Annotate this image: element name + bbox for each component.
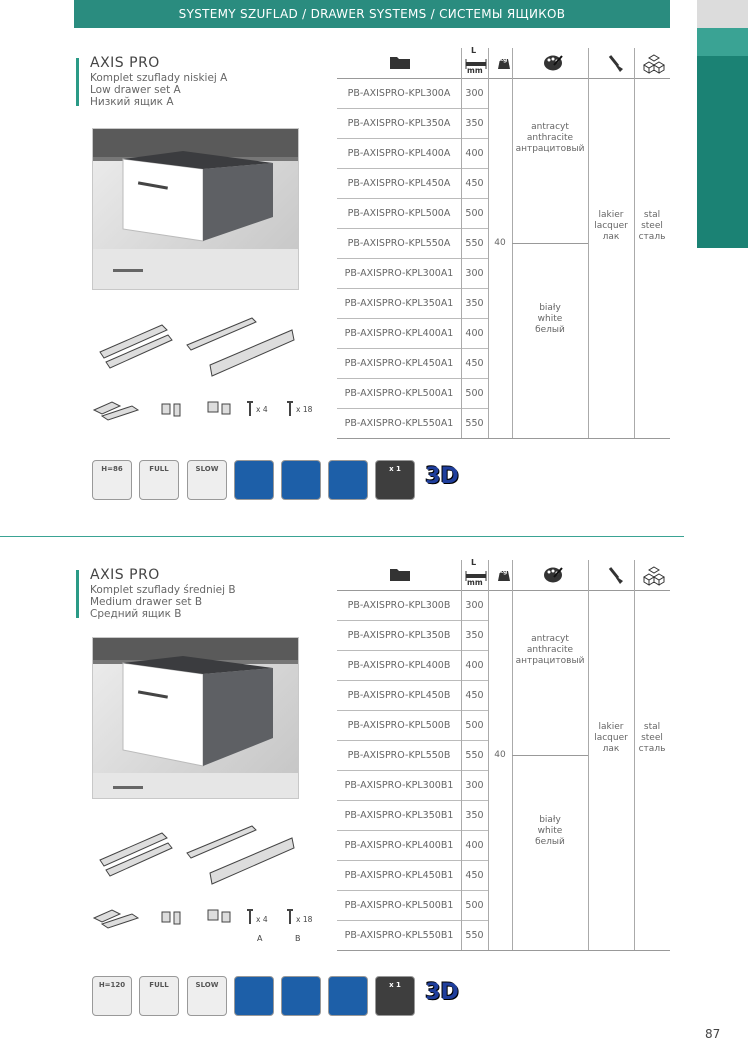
screw-count-a: x 4: [256, 405, 268, 414]
table-row: [337, 650, 488, 681]
product-subtitle-line: Komplet szuflady niskiej A: [90, 72, 228, 84]
brush-icon: [607, 566, 627, 590]
product-code: PB-AXISPRO-KPL500A: [347, 207, 451, 219]
product-length: 400: [465, 327, 484, 339]
product-code: PB-AXISPRO-KPL550B: [347, 749, 451, 761]
material-steel: [634, 210, 670, 243]
color-white-line: белый: [535, 325, 565, 335]
finish-lacquer-line: лак: [602, 744, 620, 754]
table-column-divider: [588, 560, 589, 950]
color-anthracite-line: anthracite: [526, 133, 574, 143]
page-number: 87: [705, 1027, 721, 1041]
brush-icon: [607, 54, 627, 78]
product-code: PB-AXISPRO-KPL550B1: [344, 929, 454, 941]
product-length: 400: [465, 659, 484, 671]
finish-lacquer-line: lacquer: [594, 221, 628, 231]
label-a: A: [257, 934, 263, 943]
table-row: [337, 348, 488, 379]
product-section-2: [0, 560, 748, 1060]
color-white-line: biały: [539, 815, 561, 825]
product-length: 300: [465, 87, 484, 99]
product-photo: [92, 637, 299, 799]
product-length: 300: [465, 779, 484, 791]
table-row: [337, 680, 488, 711]
table-row: [337, 108, 488, 139]
product-length: 550: [465, 237, 484, 249]
product-code: PB-AXISPRO-KPL300B: [347, 599, 451, 611]
product-code: PB-AXISPRO-KPL500B: [347, 719, 451, 731]
table-row: [337, 740, 488, 771]
product-code: PB-AXISPRO-KPL350A: [347, 117, 451, 129]
load-label: kg: [499, 56, 508, 63]
full-extension-icon-label: FULL: [149, 981, 169, 989]
full-extension-icon: [139, 460, 179, 500]
table-row: [337, 920, 488, 951]
3d-icon: [422, 460, 462, 500]
product-section-1: [0, 48, 748, 548]
height-icon-label: H=120: [98, 981, 126, 989]
full-extension-icon: [139, 976, 179, 1016]
table-column-divider: [634, 560, 635, 950]
drawer-top-icon: [328, 976, 368, 1016]
3d-icon-label: 3D: [425, 464, 459, 489]
side-tab-light: [697, 0, 748, 28]
screw-count-b: x 18: [296, 405, 313, 414]
product-length: 450: [465, 357, 484, 369]
product-code: PB-AXISPRO-KPL350B1: [344, 809, 454, 821]
product-length: 500: [465, 719, 484, 731]
table-row: [337, 318, 488, 349]
table-row: [337, 228, 488, 259]
color-anthracite: [512, 634, 588, 667]
product-code: PB-AXISPRO-KPL450A: [347, 177, 451, 189]
full-extension-icon-label: FULL: [149, 465, 169, 473]
material-steel-line: steel: [641, 221, 663, 231]
product-code: PB-AXISPRO-KPL400B1: [344, 839, 454, 851]
table-column-divider: [461, 48, 462, 438]
product-length: 550: [465, 417, 484, 429]
product-code: PB-AXISPRO-KPL450A1: [344, 357, 454, 369]
table-row: [337, 620, 488, 651]
table-row: [337, 78, 488, 109]
product-length: 450: [465, 177, 484, 189]
color-divider: [512, 243, 588, 244]
table-row: [337, 168, 488, 199]
product-code: PB-AXISPRO-KPL400B: [347, 659, 451, 671]
color-anthracite-line: антрацитовый: [515, 144, 585, 154]
color-white-line: белый: [535, 837, 565, 847]
table-row: [337, 890, 488, 921]
palette-icon: [543, 566, 563, 588]
parts-drawing: [92, 310, 297, 390]
color-white-line: biały: [539, 303, 561, 313]
title-accent-bar: [76, 58, 79, 106]
color-white-line: white: [537, 826, 563, 836]
finish-lacquer-line: lacquer: [594, 733, 628, 743]
soft-close-icon: [187, 460, 227, 500]
drawer-open-icon: [281, 976, 321, 1016]
soft-close-icon-label: SLOW: [195, 465, 219, 473]
load-value: 40: [494, 238, 506, 248]
product-length: 450: [465, 869, 484, 881]
3d-icon: [422, 976, 462, 1016]
package-icon: [375, 460, 415, 500]
parts-drawing: [92, 818, 297, 898]
load-label: kg: [499, 568, 508, 575]
table-row: [337, 770, 488, 801]
product-code: PB-AXISPRO-KPL400A1: [344, 327, 454, 339]
product-length: 350: [465, 117, 484, 129]
table-row: [337, 138, 488, 169]
accessories-drawing: [92, 906, 322, 946]
cubes-icon: [643, 54, 665, 78]
product-length: 400: [465, 839, 484, 851]
screw-count-a: x 4: [256, 915, 268, 924]
height-icon: [92, 460, 132, 500]
table-row: [337, 288, 488, 319]
product-length: 300: [465, 599, 484, 611]
product-subtitle-line: Komplet szuflady średniej B: [90, 584, 236, 596]
product-code: PB-AXISPRO-KPL350B: [347, 629, 451, 641]
table-row: [337, 258, 488, 289]
table-row: [337, 860, 488, 891]
table-icon-header: [337, 48, 670, 79]
page-header: [74, 0, 670, 28]
product-code: PB-AXISPRO-KPL500A1: [344, 387, 454, 399]
color-anthracite: [512, 122, 588, 155]
finish-lacquer: [588, 722, 634, 755]
material-steel-line: stal: [643, 722, 661, 732]
table-icon-header: [337, 560, 670, 591]
finish-lacquer-line: lakier: [598, 210, 624, 220]
product-code: PB-AXISPRO-KPL550A: [347, 237, 451, 249]
color-anthracite-line: антрацитовый: [515, 656, 585, 666]
product-title: AXIS PRO: [90, 567, 160, 583]
table-row: [337, 590, 488, 621]
product-subtitle-line: Низкий ящик A: [90, 96, 174, 108]
label-b: B: [295, 934, 301, 943]
height-icon: [92, 976, 132, 1016]
table-row: [337, 198, 488, 229]
3d-icon-label: 3D: [425, 980, 459, 1005]
soft-close-icon-label: SLOW: [195, 981, 219, 989]
soft-close-icon: [187, 976, 227, 1016]
drawer-blue-icon: [234, 460, 274, 500]
product-title: AXIS PRO: [90, 55, 160, 71]
length-label-top: L: [471, 558, 477, 567]
package-icon-label: x 1: [389, 465, 401, 473]
color-white: [512, 815, 588, 848]
product-code: PB-AXISPRO-KPL300A: [347, 87, 451, 99]
product-photo: [92, 128, 299, 290]
length-label-top: L: [471, 46, 477, 55]
drawer-blue-icon: [234, 976, 274, 1016]
table-row: [337, 710, 488, 741]
header-title: SYSTEMY SZUFLAD / DRAWER SYSTEMS / СИСТЕМЫ ЯЩИКОВ: [178, 7, 566, 21]
material-steel-line: steel: [641, 733, 663, 743]
product-code: PB-AXISPRO-KPL300B1: [344, 779, 454, 791]
height-icon-label: H=86: [101, 465, 123, 473]
product-code: PB-AXISPRO-KPL450B1: [344, 869, 454, 881]
folder-icon: [389, 566, 411, 586]
table-row: [337, 408, 488, 439]
cubes-icon: [643, 566, 665, 590]
finish-lacquer-line: лак: [602, 232, 620, 242]
product-code: PB-AXISPRO-KPL550A1: [344, 417, 454, 429]
finish-lacquer: [588, 210, 634, 243]
product-table: [337, 560, 670, 950]
color-anthracite-line: anthracite: [526, 645, 574, 655]
palette-icon: [543, 54, 563, 76]
color-anthracite-line: antracyt: [531, 634, 569, 644]
product-length: 500: [465, 207, 484, 219]
table-column-divider: [461, 560, 462, 950]
product-length: 550: [465, 929, 484, 941]
product-length: 400: [465, 147, 484, 159]
screw-count-b: x 18: [296, 915, 313, 924]
package-icon: [375, 976, 415, 1016]
product-subtitle-line: Low drawer set A: [90, 84, 181, 96]
product-length: 350: [465, 629, 484, 641]
color-divider: [512, 755, 588, 756]
title-accent-bar: [76, 570, 79, 618]
finish-lacquer-line: lakier: [598, 722, 624, 732]
product-subtitle-line: Средний ящик B: [90, 608, 182, 620]
color-white: [512, 303, 588, 336]
load-value: 40: [494, 750, 506, 760]
color-anthracite-line: antracyt: [531, 122, 569, 132]
table-row: [337, 378, 488, 409]
product-code: PB-AXISPRO-KPL500B1: [344, 899, 454, 911]
product-length: 350: [465, 297, 484, 309]
product-length: 500: [465, 387, 484, 399]
material-steel: [634, 722, 670, 755]
table-bottom-line: [337, 438, 670, 439]
material-steel-line: stal: [643, 210, 661, 220]
table-row: [337, 800, 488, 831]
table-column-divider: [634, 48, 635, 438]
product-length: 450: [465, 689, 484, 701]
product-length: 300: [465, 267, 484, 279]
package-icon-label: x 1: [389, 981, 401, 989]
drawer-top-icon: [328, 460, 368, 500]
product-length: 500: [465, 899, 484, 911]
table-row: [337, 830, 488, 861]
product-length: 550: [465, 749, 484, 761]
material-steel-line: сталь: [638, 232, 666, 242]
drawer-open-icon: [281, 460, 321, 500]
accessories-drawing: [92, 398, 322, 438]
table-bottom-line: [337, 950, 670, 951]
length-label-bottom: mm: [467, 578, 483, 587]
product-code: PB-AXISPRO-KPL300A1: [344, 267, 454, 279]
product-code: PB-AXISPRO-KPL450B: [347, 689, 451, 701]
product-code: PB-AXISPRO-KPL350A1: [344, 297, 454, 309]
table-column-divider: [588, 48, 589, 438]
product-subtitle-line: Medium drawer set B: [90, 596, 203, 608]
folder-icon: [389, 54, 411, 74]
product-table: [337, 48, 670, 438]
color-white-line: white: [537, 314, 563, 324]
product-length: 350: [465, 809, 484, 821]
length-label-bottom: mm: [467, 66, 483, 75]
material-steel-line: сталь: [638, 744, 666, 754]
product-code: PB-AXISPRO-KPL400A: [347, 147, 451, 159]
